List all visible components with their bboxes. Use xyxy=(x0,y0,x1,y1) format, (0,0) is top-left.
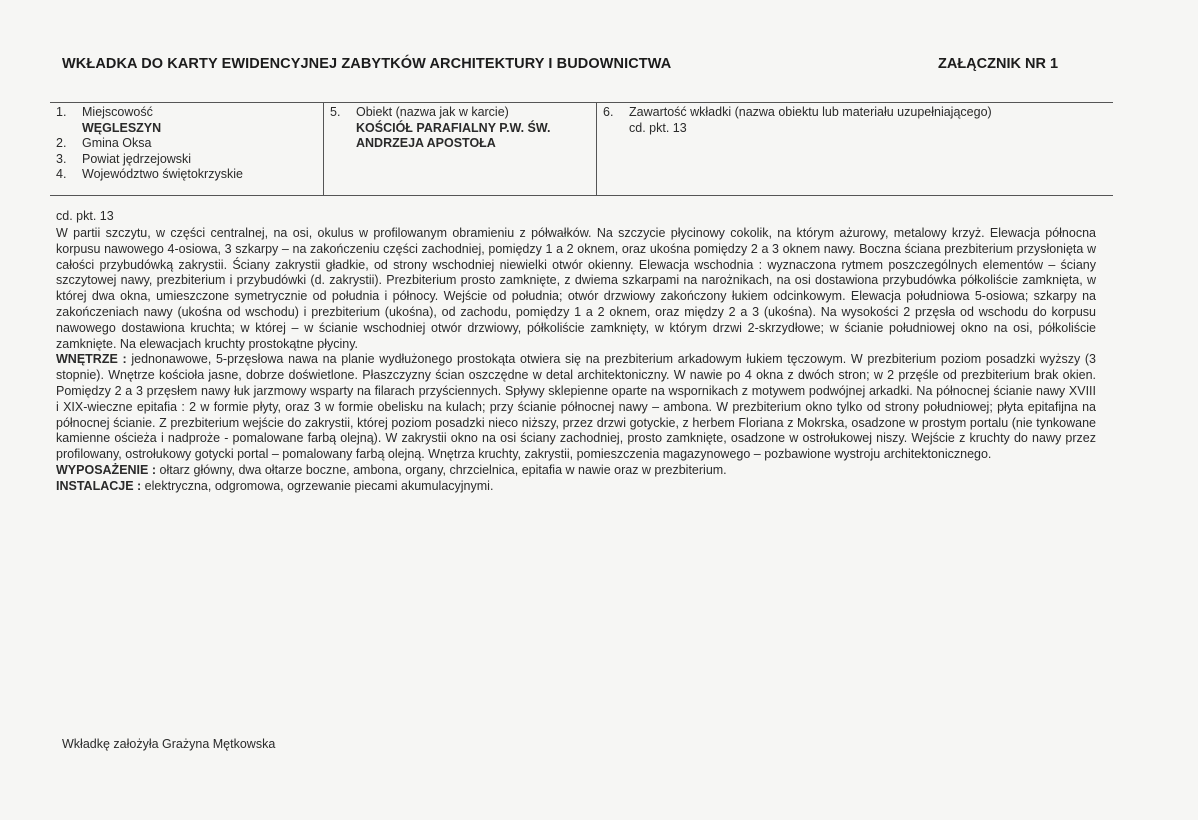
furnishings-text: ołtarz główny, dwa ołtarze boczne, ambona, organy, chrzcielnica, epitafia w nawie oraz w prezbiterium. xyxy=(156,462,727,477)
exterior-paragraph: W partii szczytu, w części centralnej, na osi, okulus w profilowanym obramieniu z półwałków. Na szczycie płycinowy cokolik, na którym ażurowy, metalowy krzyż. Elewacja północna korpusu nawowego 4-osiowa, 3 szkarpy – na zakończeniu części zachodniej, pomiędzy 1 a 2 oknem, oraz ukośna pomiędzy 2 a 3 oknem nawy. Boczna ściana prezbiterium przysłonięta w całości przybudówką zakrystii. Ściany zakrystii gładkie, od strony wschodniej niewielki otwór okienny. Elewacja wschodnia : wyznaczona rytmem poszczególnych elementów – ściany szczytowej nawy, prezbiterium i przybudówki (d. zakrystii). Prezbiterium prosto zamknięte, z dwiema szkarpami na narożnikach, na osi dostawiona przybudówka półkoliście zamknięta, w której dwa okna, umieszczone symetrycznie od południa i północy. Wejście od południa; otwór drzwiowy zakończony łukiem odcinkowym. Elewacja południowa 5-osiowa; szkarpy na zakończeniach nawy (ukośna od wschodu) i prezbiterium (ukośna), od zachodu, pomiędzy 1 a 2 oknem, oraz między 2 a 3 (ukośna). Na wysokości 2 przęsła od wschodu do korpusu nawowego dostawiona kruchta; w której – w ścianie wschodniej otwór drzwiowy, półkoliście zamknięty, w którym drzwi 2-skrzydłowe; w ścianie południowej okno na osi, półkoliście zamknięte. Na elewacjach kruchty prostokątne płyciny. xyxy=(56,226,1096,351)
voivodeship-label: Województwo świętokrzyskie xyxy=(82,167,243,181)
annex-label: ZAŁĄCZNIK NR 1 xyxy=(938,56,1059,72)
commune-label: Gmina Oksa xyxy=(82,136,152,150)
interior-text: jednonawowe, 5-przęsłowa nawa na planie wydłużonego prostokąta otwiera się na prezbiterium arkadowym łukiem tęczowym. W prezbiterium poziom posadzki wyższy (3 stopnie). Wnętrze kościoła jasne, dobrze doświetlone. Płaszczyzny ścian oszczędne w detal architektoniczny. W nawie po 4 okna z dwóch stron; w 2 przęśle od prezbiterium brak okien. Pomiędzy 2 a 3 przęsłem nawy łuk jarzmowy wsparty na filarach przyściennych. Spływy sklepienne oparte na wspornikach z motywem podwójnej arkadki. Na północnej ścianie nawy XVIII i XIX-wieczne epitafia : 2 w formie płyty, oraz 3 w formie obelisku na kulach; przy ścianie północnej nawy – ambona. W prezbiterium okno tylko od strony południowej; płyta epitafijna na północnej ścianie. Z prezbiterium wejście do zakrystii, której poziom posadzki nieco niższy, przez drzwi gotyckie, z herbem Floriana z Mokrska, osadzone w prostym portalu (nie tynkowane kamienne ościeża i nadproże - pomalowane farbą olejną). W zakrystii okno na osi ściany zachodniej, prosto zamknięte, osadzone w ostrołukowej niszy. Wejście z kruchty do nawy przez profilowany, ostrołukowy gotycki portal – pomalowany farbą olejną. Wnętrza kruchty, zakrystii, pomieszczenia magazynowego – pozbawione wystroju architektonicznego. xyxy=(56,352,1097,462)
installations-heading: INSTALACJE : xyxy=(56,478,142,493)
furnishings-paragraph xyxy=(56,463,1096,479)
furnishings-heading: WYPOSAŻENIE : xyxy=(56,462,157,477)
interior-heading: WNĘTRZE : xyxy=(56,352,127,367)
contents-label: Zawartość wkładki (nazwa obiektu lub materiału uzupełniającego) xyxy=(629,105,992,119)
document-title: WKŁADKA DO KARTY EWIDENCYJNEJ ZABYTKÓW ARCHITEKTURY I BUDOWNICTWA xyxy=(62,56,672,72)
field-number: 6. xyxy=(603,105,614,119)
locality-label: Miejscowość xyxy=(82,105,153,119)
continuation-label: cd. pkt. 13 xyxy=(56,209,114,223)
field-number: 5. xyxy=(330,105,341,119)
contents-value: cd. pkt. 13 xyxy=(629,120,687,135)
installations-text: elektryczna, odgromowa, ogrzewanie piecami akumulacyjnymi. xyxy=(141,478,494,493)
field-number: 4. xyxy=(56,167,67,181)
locality-value: WĘGLESZYN xyxy=(82,120,162,135)
installations-paragraph xyxy=(56,479,1096,495)
field-number: 3. xyxy=(56,151,67,166)
county-label: Powiat jędrzejowski xyxy=(82,151,192,166)
object-value-line1: KOŚCIÓŁ PARAFIALNY P.W. ŚW. xyxy=(356,120,551,135)
location-cell xyxy=(50,103,324,195)
contents-cell xyxy=(597,103,1113,195)
info-table xyxy=(50,102,1113,196)
object-label: Obiekt (nazwa jak w karcie) xyxy=(356,105,509,119)
interior-paragraph xyxy=(56,352,1096,463)
author-note: Wkładkę założyła Grażyna Mętkowska xyxy=(62,737,276,751)
object-cell xyxy=(324,103,597,195)
field-number: 1. xyxy=(56,105,67,119)
description-body xyxy=(56,226,1096,495)
field-number: 2. xyxy=(56,136,67,150)
object-value-line2: ANDRZEJA APOSTOŁA xyxy=(356,136,496,150)
